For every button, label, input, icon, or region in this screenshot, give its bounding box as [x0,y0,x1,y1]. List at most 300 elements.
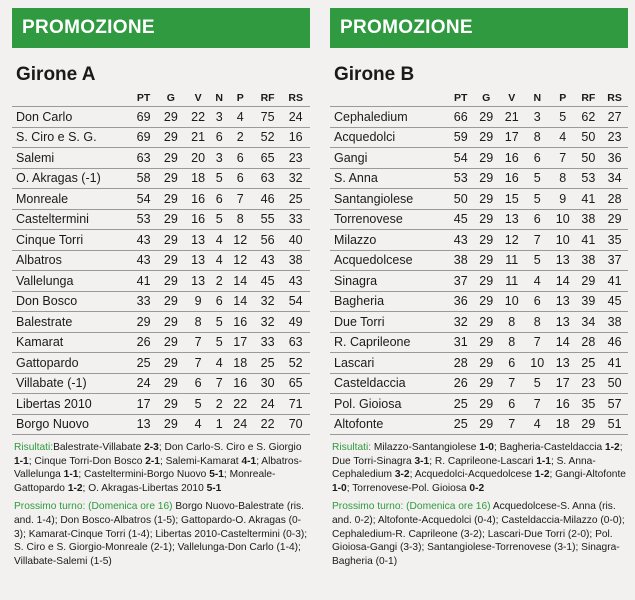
stat-n: 10 [525,353,551,374]
stat-v: 7 [499,373,525,394]
stat-n: 5 [212,168,227,189]
table-row [330,107,628,128]
stat-g: 29 [474,312,500,333]
stat-rf: 75 [254,107,281,128]
result-score: 0-2 [469,482,485,494]
stat-n: 5 [212,209,227,230]
stat-g: 29 [474,291,500,312]
stat-n: 5 [525,250,551,271]
stat-p: 8 [550,168,576,189]
stat-rf: 39 [576,291,602,312]
stat-g: 29 [157,373,184,394]
table-row [12,394,310,415]
stat-n: 5 [212,332,227,353]
stat-g: 29 [157,230,184,251]
result-match: ; Gangi-Altofonte [549,469,626,481]
stat-v: 18 [185,168,212,189]
stat-g: 29 [474,353,500,374]
table-row [330,250,628,271]
stat-rf: 28 [576,332,602,353]
stat-v: 5 [185,394,212,415]
table-row [12,168,310,189]
stat-pt: 31 [448,332,474,353]
stat-pt: 43 [448,230,474,251]
results-paragraph [332,441,628,495]
stat-rs: 38 [601,312,628,333]
stat-p: 14 [227,291,254,312]
section-banner: PROMOZIONE [330,8,628,48]
team-name: Due Torri [330,312,448,333]
girone-a-column [12,8,310,573]
stat-p: 10 [550,209,576,230]
stat-rf: 50 [576,127,602,148]
team-name: Villabate (-1) [12,373,130,394]
stat-v: 15 [499,189,525,210]
stat-n: 6 [525,148,551,169]
table-row [330,394,628,415]
stat-rs: 70 [281,414,310,435]
result-score: 2-3 [144,442,159,453]
stat-p: 17 [227,332,254,353]
stat-rf: 29 [576,271,602,292]
header-p: P [559,92,567,104]
result-score: 4-1 [241,455,257,467]
stat-p: 13 [550,291,576,312]
stat-v: 21 [185,127,212,148]
header-rs: RS [288,92,303,104]
team-name: Cephaledium [330,107,448,128]
stat-n: 7 [212,373,227,394]
stat-g: 29 [474,230,500,251]
result-match: ; S. Anna-Cephaledium [332,455,596,481]
stat-p: 6 [227,168,254,189]
header-team [330,90,448,107]
table-row [12,291,310,312]
stat-pt: 45 [448,209,474,230]
header-g: G [482,92,491,104]
stat-rf: 53 [576,168,602,189]
stat-v: 8 [499,332,525,353]
stat-pt: 29 [130,312,157,333]
stat-p: 16 [550,394,576,415]
stat-rs: 51 [601,414,628,435]
stat-v: 13 [185,271,212,292]
stat-pt: 59 [448,127,474,148]
result-match: ; R. Caprileone-Lascari [429,455,537,467]
next-round-text: Borgo Nuovo-Balestrate (ris. and. 1-4); Don Bosco-Albatros (1-5); Gattopardo-O. Akragas (0-3); Kamarat-Cinque Torri (1-4); Libertas 2010-Casteltermini (0-3); S. Ciro e S. Giorgio-Monreale (2-1); Vallelunga-Don Carlo (1-4); Villabate-Salemi (1-5) [14,501,308,567]
stat-g: 29 [157,250,184,271]
stat-v: 16 [185,209,212,230]
stat-rf: 25 [576,353,602,374]
stat-rs: 41 [601,271,628,292]
stat-n: 6 [212,291,227,312]
stat-pt: 41 [130,271,157,292]
stat-v: 16 [499,168,525,189]
team-name: S. Ciro e S. G. [12,127,130,148]
stat-pt: 32 [448,312,474,333]
stat-rf: 45 [254,271,281,292]
stat-g: 29 [474,209,500,230]
result-score: 1-0 [332,482,347,494]
stat-rs: 34 [601,168,628,189]
table-row [12,230,310,251]
result-score: 1-1 [14,455,29,467]
stat-v: 13 [499,209,525,230]
stat-rs: 29 [601,209,628,230]
stat-rs: 23 [281,148,310,169]
stat-v: 16 [185,189,212,210]
result-match: ; Casteltermini-Borgo Nuovo [78,469,210,481]
result-score: 2-1 [145,455,160,467]
result-match: ; Torrenovese-Pol. Gioiosa [346,482,470,494]
table-row [330,189,628,210]
stat-rf: 65 [254,148,281,169]
stat-g: 29 [157,291,184,312]
table-row [330,353,628,374]
next-round-paragraph [332,500,628,568]
team-name: Santangiolese [330,189,448,210]
stat-rs: 71 [281,394,310,415]
stat-rs: 63 [281,332,310,353]
table-row [330,332,628,353]
stat-n: 7 [525,332,551,353]
table-row [330,373,628,394]
stat-p: 7 [550,148,576,169]
table-row [330,414,628,435]
stat-g: 29 [157,394,184,415]
result-match: ; Bagheria-Casteldaccia [493,442,605,453]
table-row [330,291,628,312]
stat-g: 29 [157,168,184,189]
stat-rf: 43 [254,250,281,271]
stat-g: 29 [157,312,184,333]
table-row [12,209,310,230]
team-name: S. Anna [330,168,448,189]
stat-pt: 63 [130,148,157,169]
stat-g: 29 [157,107,184,128]
result-match: Milazzo-Santangiolese [371,442,480,453]
stat-p: 13 [550,353,576,374]
stat-v: 6 [499,394,525,415]
table-row [12,127,310,148]
team-name: Milazzo [330,230,448,251]
stat-v: 20 [185,148,212,169]
stat-n: 5 [525,168,551,189]
team-name: Sinagra [330,271,448,292]
stat-rs: 27 [601,107,628,128]
stat-g: 29 [474,271,500,292]
stat-p: 18 [550,414,576,435]
table-row [330,127,628,148]
stat-rf: 23 [576,373,602,394]
stat-g: 29 [157,353,184,374]
result-match: ; Due Torri-Sinagra [332,442,623,467]
stat-v: 8 [499,312,525,333]
stat-pt: 17 [130,394,157,415]
stat-g: 29 [157,148,184,169]
header-team [12,90,130,107]
stat-p: 4 [227,107,254,128]
team-name: Casteldaccia [330,373,448,394]
table-row [330,209,628,230]
stat-p: 13 [550,312,576,333]
stat-n: 7 [525,394,551,415]
stat-n: 3 [212,107,227,128]
stat-v: 7 [499,414,525,435]
stat-rs: 23 [601,127,628,148]
team-name: Acquedolci [330,127,448,148]
stat-pt: 53 [448,168,474,189]
team-name: Borgo Nuovo [12,414,130,435]
stat-p: 10 [550,230,576,251]
stat-n: 5 [212,312,227,333]
stat-g: 29 [157,271,184,292]
stat-pt: 26 [130,332,157,353]
next-round-text: Acquedolcese-S. Anna (ris. and. 0-2); Altofonte-Acquedolci (0-4); Casteldaccia-Milazzo (0-0); Cephaledium-R. Caprileone (3-2); Lascari-Due Torri (2-0); Pol. Gioiosa-Gangi (3-3); Santangiolese-Torrenovese (3-1); Sinagra-Bagheria (0-1) [332,501,625,567]
stat-n: 2 [212,394,227,415]
table-row [12,414,310,435]
stat-rf: 30 [254,373,281,394]
stat-rs: 40 [281,230,310,251]
team-name: Cinque Torri [12,230,130,251]
stat-g: 29 [157,189,184,210]
stat-pt: 24 [130,373,157,394]
stat-p: 4 [550,127,576,148]
team-name: Torrenovese [330,209,448,230]
stat-rs: 38 [281,250,310,271]
team-name: Casteltermini [12,209,130,230]
stat-n: 4 [525,414,551,435]
stat-pt: 28 [448,353,474,374]
result-match: ; Cinque Torri-Don Bosco [28,455,146,467]
stat-rs: 25 [281,189,310,210]
team-name: Altofonte [330,414,448,435]
stat-n: 8 [525,312,551,333]
stat-rs: 43 [281,271,310,292]
stat-pt: 33 [130,291,157,312]
stat-g: 29 [474,332,500,353]
table-row [12,148,310,169]
team-name: Albatros [12,250,130,271]
stat-p: 12 [227,250,254,271]
team-name: R. Caprileone [330,332,448,353]
stat-pt: 69 [130,127,157,148]
team-name: Gangi [330,148,448,169]
table-row [330,148,628,169]
stat-rf: 50 [576,148,602,169]
next-round-label: Prossimo turno: (Domenica ore 16) [332,501,491,513]
stat-rs: 41 [601,353,628,374]
stat-pt: 66 [448,107,474,128]
table-row [12,373,310,394]
result-score: 1-1 [536,455,551,467]
result-match: ; Don Carlo-S. Ciro e S. Giorgio [158,442,302,453]
result-match: ; Salemi-Kamarat [159,455,242,467]
next-round-paragraph [14,500,310,568]
stat-g: 29 [157,332,184,353]
header-p: P [236,92,244,104]
stat-rs: 24 [281,107,310,128]
stat-v: 7 [185,332,212,353]
stat-p: 14 [227,271,254,292]
result-score: 5-1 [209,469,224,481]
stat-n: 6 [525,291,551,312]
stat-rf: 52 [254,127,281,148]
group-title: Girone A [16,64,96,85]
stat-p: 16 [227,312,254,333]
header-n: N [533,92,542,104]
match-notes [330,441,628,568]
stat-n: 3 [212,148,227,169]
stat-rf: 32 [254,291,281,312]
header-pt: PT [454,92,468,104]
stat-p: 17 [550,373,576,394]
team-name: Don Carlo [12,107,130,128]
stat-g: 29 [474,107,500,128]
stat-rf: 34 [576,312,602,333]
header-v: V [508,92,516,104]
result-match: ; O. Akragas-Libertas 2010 [82,482,207,494]
stat-p: 14 [550,271,576,292]
section-banner: PROMOZIONE [12,8,310,48]
stat-p: 8 [227,209,254,230]
stat-v: 17 [499,127,525,148]
result-score: 3-2 [394,469,410,481]
stat-v: 4 [185,414,212,435]
team-name: Balestrate [12,312,130,333]
header-v: V [194,92,202,104]
result-score: 1-0 [479,442,494,453]
stat-rf: 46 [254,189,281,210]
stat-g: 29 [474,414,500,435]
stat-p: 9 [550,189,576,210]
stat-v: 11 [499,271,525,292]
team-name: Bagheria [330,291,448,312]
stat-n: 4 [525,271,551,292]
stat-n: 6 [525,209,551,230]
stat-rs: 16 [281,127,310,148]
stat-g: 29 [474,394,500,415]
group-title: Girone B [334,64,415,85]
stat-n: 5 [525,373,551,394]
stat-p: 16 [227,373,254,394]
stat-rf: 33 [254,332,281,353]
table-row [12,271,310,292]
result-score: 5-1 [206,482,222,494]
stat-p: 5 [550,107,576,128]
team-name: Don Bosco [12,291,130,312]
team-name: Vallelunga [12,271,130,292]
stat-pt: 26 [448,373,474,394]
stat-pt: 43 [130,230,157,251]
team-name: Pol. Gioiosa [330,394,448,415]
table-row [12,189,310,210]
stat-g: 29 [157,209,184,230]
stat-rs: 37 [601,250,628,271]
stat-rf: 41 [576,189,602,210]
header-n: N [215,92,223,104]
stat-rf: 38 [576,250,602,271]
header-pt: PT [136,92,151,104]
stat-g: 29 [157,127,184,148]
stat-n: 1 [212,414,227,435]
stat-rf: 25 [254,353,281,374]
stat-rs: 45 [601,291,628,312]
stat-pt: 13 [130,414,157,435]
stat-g: 29 [474,168,500,189]
stat-rf: 32 [254,312,281,333]
stat-v: 6 [499,353,525,374]
stat-g: 29 [474,250,500,271]
stat-v: 22 [185,107,212,128]
stat-rs: 32 [281,168,310,189]
stat-pt: 38 [448,250,474,271]
stat-p: 6 [227,148,254,169]
stat-v: 7 [185,353,212,374]
team-name: Salemi [12,148,130,169]
team-name: Acquedolcese [330,250,448,271]
stat-n: 3 [525,107,551,128]
result-score: 1-2 [534,469,550,481]
result-match: ; Monreale-Gattopardo [14,469,276,494]
stat-v: 13 [185,250,212,271]
stat-g: 29 [474,189,500,210]
stat-p: 7 [227,189,254,210]
stat-pt: 25 [448,414,474,435]
stat-v: 16 [499,148,525,169]
team-name: Libertas 2010 [12,394,130,415]
stat-v: 9 [185,291,212,312]
stat-p: 18 [227,353,254,374]
stat-rf: 55 [254,209,281,230]
standings-table [12,90,310,435]
stat-v: 13 [185,230,212,251]
result-score: 1-2 [67,482,83,494]
stat-p: 14 [550,332,576,353]
stat-v: 11 [499,250,525,271]
stat-n: 4 [212,250,227,271]
stat-n: 4 [212,230,227,251]
stat-rf: 41 [576,230,602,251]
stat-rf: 29 [576,414,602,435]
table-row [12,250,310,271]
result-score: 1-1 [63,469,79,481]
stat-rs: 28 [601,189,628,210]
table-header-row [12,90,310,107]
stat-pt: 37 [448,271,474,292]
stat-g: 29 [157,414,184,435]
stat-v: 10 [499,291,525,312]
stat-rs: 50 [601,373,628,394]
stat-rs: 65 [281,373,310,394]
table-header-row [330,90,628,107]
header-rf: RF [260,92,275,104]
stat-rs: 36 [601,148,628,169]
stat-rs: 46 [601,332,628,353]
team-name: O. Akragas (-1) [12,168,130,189]
table-row [12,353,310,374]
result-score: 1-2 [604,442,620,453]
table-row [330,271,628,292]
stat-rs: 49 [281,312,310,333]
stat-rs: 57 [601,394,628,415]
stat-pt: 54 [130,189,157,210]
stat-n: 6 [212,189,227,210]
stat-rf: 56 [254,230,281,251]
stat-pt: 36 [448,291,474,312]
table-row [330,230,628,251]
team-name: Kamarat [12,332,130,353]
